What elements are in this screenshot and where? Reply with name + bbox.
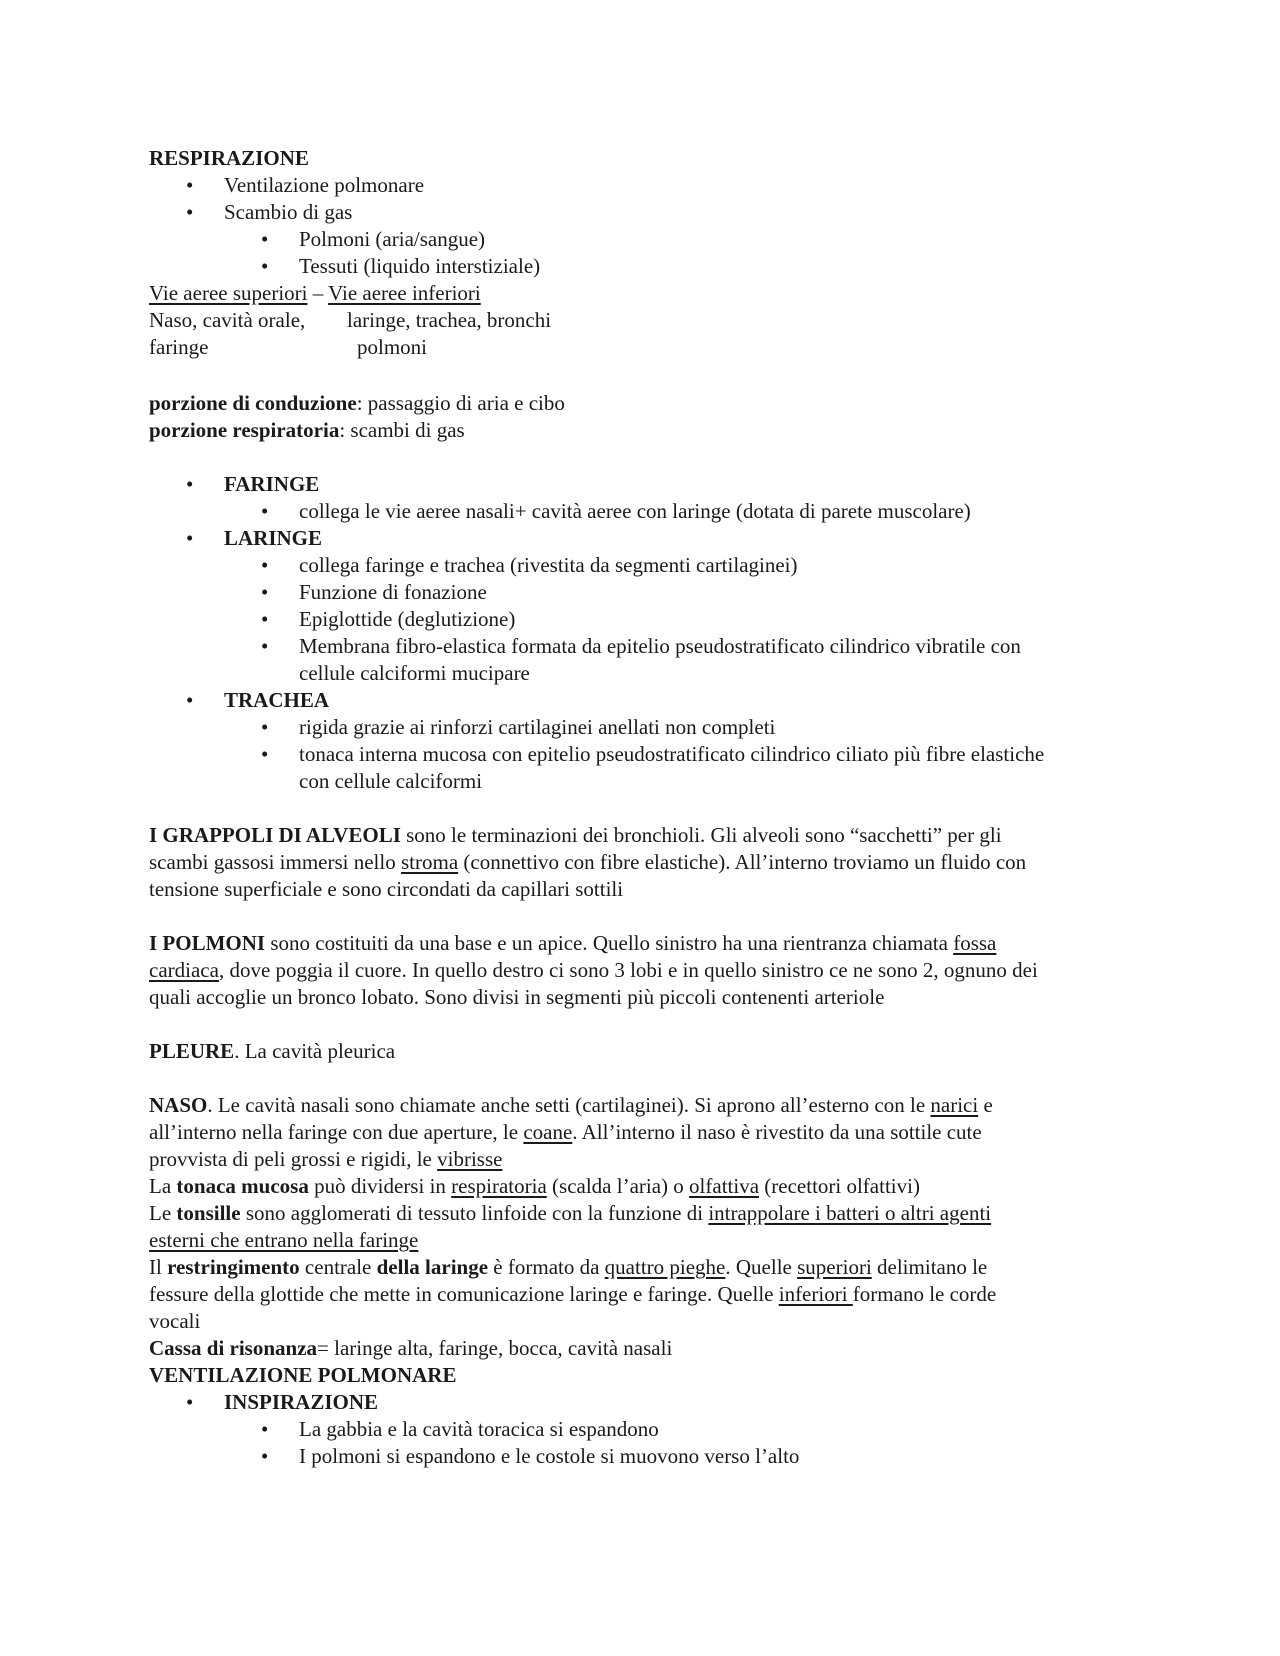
list-item: tonaca interna mucosa con epitelio pseudostratificato cilindrico ciliato più fibre elastiche xyxy=(299,742,1045,766)
term: Cassa di risonanza xyxy=(149,1336,318,1360)
naso-line xyxy=(149,1227,418,1254)
page-title: RESPIRAZIONE xyxy=(149,146,309,170)
text: all’interno nella faringe con due aperture, le xyxy=(149,1120,524,1144)
list-item: Funzione di fonazione xyxy=(299,580,487,604)
bullet: • xyxy=(186,526,194,550)
list-item: collega le vie aeree nasali+ cavità aeree con laringe (dotata di parete muscolare) xyxy=(299,499,971,523)
text: fessure della glottide che mette in comunicazione laringe e faringe. Quelle xyxy=(149,1282,779,1306)
list-item: collega faringe e trachea (rivestita da segmenti cartilaginei) xyxy=(299,553,798,577)
bullet: • xyxy=(261,580,269,604)
vie-aeree-heading xyxy=(149,280,481,307)
underlined-term: respiratoria xyxy=(451,1174,547,1198)
text: Il xyxy=(149,1255,168,1279)
polmoni-line: quali accoglie un bronco lobato. Sono divisi in segmenti più piccoli contenenti arteriole xyxy=(149,985,885,1009)
text: può dividersi in xyxy=(308,1174,452,1198)
text: La xyxy=(149,1174,177,1198)
underlined-term: vibrisse xyxy=(437,1147,503,1171)
ventilazione-heading: VENTILAZIONE POLMONARE xyxy=(149,1363,457,1387)
text: centrale xyxy=(299,1255,377,1279)
bullet: • xyxy=(186,688,194,712)
naso-line: vocali xyxy=(149,1309,201,1333)
bullet: • xyxy=(261,607,269,631)
naso-line xyxy=(149,1200,991,1227)
vie-inf: Vie aeree inferiori xyxy=(328,281,481,305)
bullet: • xyxy=(261,1444,269,1468)
term: porzione respiratoria xyxy=(149,418,340,442)
text: (scalda l’aria) o xyxy=(546,1174,690,1198)
vie-sup: Vie aeree superiori xyxy=(149,281,308,305)
naso-line xyxy=(149,1173,920,1200)
alveoli-line xyxy=(149,822,1002,849)
text: formano le corde xyxy=(852,1282,997,1306)
porzione-conduzione xyxy=(149,390,565,417)
naso-line xyxy=(149,1254,987,1281)
bullet: • xyxy=(186,200,194,224)
underlined-term: cardiaca xyxy=(149,958,219,982)
naso-line xyxy=(149,1092,993,1119)
underlined-term: superiori xyxy=(797,1255,872,1279)
text: (connettivo con fibre elastiche). All’interno troviamo un fluido con xyxy=(458,850,1027,874)
list-item: Ventilazione polmonare xyxy=(224,173,425,197)
list-item: I polmoni si espandono e le costole si muovono verso l’alto xyxy=(299,1444,800,1468)
underlined-term: fossa xyxy=(953,931,997,955)
list-item: Membrana fibro-elastica formata da epitelio pseudostratificato cilindrico vibratile con xyxy=(299,634,1021,658)
inspirazione-heading: INSPIRAZIONE xyxy=(224,1390,379,1414)
dash: – xyxy=(307,281,329,305)
trachea-heading: TRACHEA xyxy=(224,688,330,712)
text: sono le terminazioni dei bronchioli. Gli alveoli sono “sacchetti” per gli xyxy=(400,823,1002,847)
bullet: • xyxy=(261,254,269,278)
underlined-term: quattro pieghe xyxy=(604,1255,726,1279)
polmoni-line xyxy=(149,957,1038,984)
term: porzione di conduzione xyxy=(149,391,357,415)
list-item: Polmoni (aria/sangue) xyxy=(299,227,486,251)
faringe-heading: FARINGE xyxy=(224,472,320,496)
vie-sup-row1: Naso, cavità orale, xyxy=(149,308,306,332)
list-item: La gabbia e la cavità toracica si espandono xyxy=(299,1417,659,1441)
underlined-term: narici xyxy=(930,1093,979,1117)
definition: : scambi di gas xyxy=(339,418,465,442)
underlined-term: olfattiva xyxy=(689,1174,760,1198)
vie-sup-row2: faringe xyxy=(149,335,209,359)
list-item-continued: cellule calciformi mucipare xyxy=(299,661,530,685)
term: tonaca mucosa xyxy=(176,1174,309,1198)
porzione-respiratoria xyxy=(149,417,465,444)
bullet: • xyxy=(186,1390,194,1414)
alveoli-line: tensione superficiale e sono circondati da capillari sottili xyxy=(149,877,624,901)
text: , dove poggia il cuore. In quello destro ci sono 3 lobi e in quello sinistro ce ne sono 2, ognuno dei xyxy=(218,958,1038,982)
laringe-heading: LARINGE xyxy=(224,526,323,550)
text: è formato da xyxy=(488,1255,605,1279)
underlined-term: inferiori xyxy=(778,1282,853,1306)
list-item: rigida grazie ai rinforzi cartilaginei anellati non completi xyxy=(299,715,776,739)
naso-line xyxy=(149,1119,982,1146)
text: . All’interno il naso è rivestito da una sottile cute xyxy=(572,1120,982,1144)
text: delimitano le xyxy=(871,1255,988,1279)
underlined-term: stroma xyxy=(400,850,459,874)
bullet: • xyxy=(261,634,269,658)
naso-line xyxy=(149,1281,996,1308)
list-item: Epiglottide (deglutizione) xyxy=(299,607,516,631)
text: . Quelle xyxy=(725,1255,798,1279)
underlined-term: intrappolare i batteri o altri agenti xyxy=(708,1201,992,1225)
vie-inf-row1: laringe, trachea, bronchi xyxy=(347,308,552,332)
text: = laringe alta, faringe, bocca, cavità nasali xyxy=(317,1336,673,1360)
bullet: • xyxy=(261,715,269,739)
vie-inf-row2: polmoni xyxy=(357,335,428,359)
polmoni-line xyxy=(149,930,996,957)
definition: : passaggio di aria e cibo xyxy=(356,391,565,415)
bullet: • xyxy=(261,742,269,766)
alveoli-line xyxy=(149,849,1026,876)
term: NASO xyxy=(149,1093,208,1117)
bullet: • xyxy=(261,553,269,577)
cassa-risonanza-line xyxy=(149,1335,672,1362)
underlined-term: esterni che entrano nella faringe xyxy=(149,1228,419,1252)
list-item: Scambio di gas xyxy=(224,200,353,224)
pleure-line xyxy=(149,1038,395,1065)
text: scambi gassosi immersi nello xyxy=(149,850,401,874)
text: e xyxy=(978,1093,993,1117)
text: sono costituiti da una base e un apice. Quello sinistro ha una rientranza chiamata xyxy=(265,931,954,955)
list-item-continued: con cellule calciformi xyxy=(299,769,483,793)
term: restringimento xyxy=(167,1255,300,1279)
text: (recettori olfattivi) xyxy=(759,1174,920,1198)
list-item: Tessuti (liquido interstiziale) xyxy=(299,254,541,278)
term: I GRAPPOLI DI ALVEOLI xyxy=(149,823,401,847)
text: . La cavità pleurica xyxy=(234,1039,396,1063)
term: PLEURE xyxy=(149,1039,235,1063)
term: della laringe xyxy=(376,1255,489,1279)
text: sono agglomerati di tessuto linfoide con la funzione di xyxy=(240,1201,709,1225)
underlined-term: coane xyxy=(523,1120,573,1144)
bullet: • xyxy=(186,173,194,197)
text: provvista di peli grossi e rigidi, le xyxy=(149,1147,438,1171)
text: . Le cavità nasali sono chiamate anche setti (cartilaginei). Si aprono all’esterno con le xyxy=(207,1093,931,1117)
term: I POLMONI xyxy=(149,931,266,955)
bullet: • xyxy=(186,472,194,496)
bullet: • xyxy=(261,227,269,251)
text: Le xyxy=(149,1201,177,1225)
naso-line xyxy=(149,1146,502,1173)
bullet: • xyxy=(261,499,269,523)
bullet: • xyxy=(261,1417,269,1441)
term: tonsille xyxy=(176,1201,241,1225)
